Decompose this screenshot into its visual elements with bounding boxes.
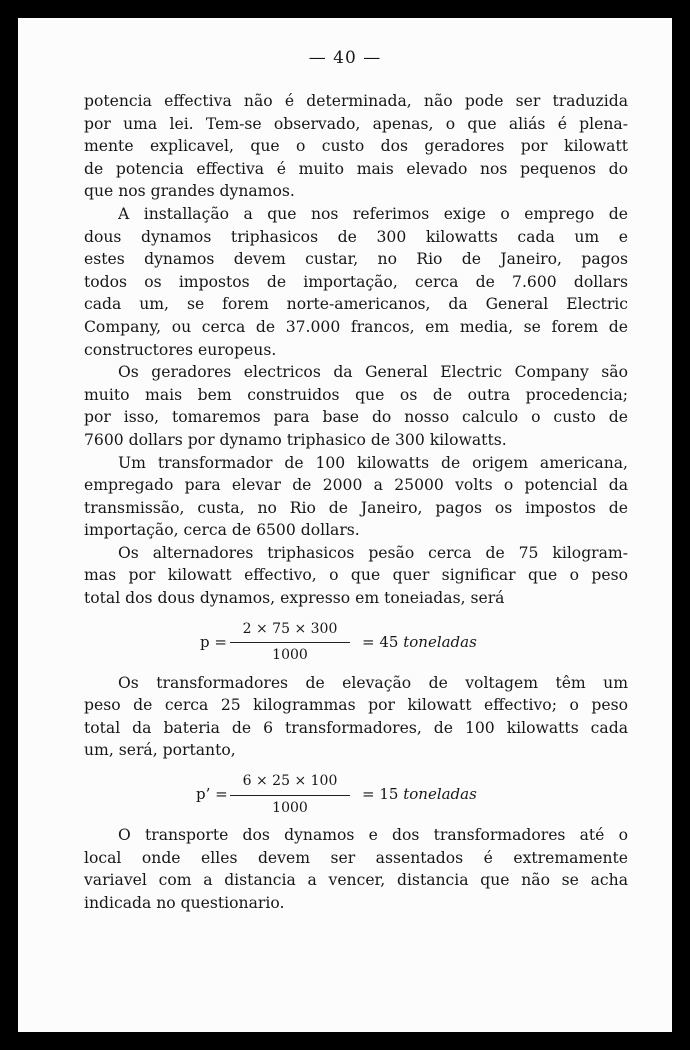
page-number: — 40 — xyxy=(308,48,382,68)
formula-fraction xyxy=(230,618,350,667)
document-page xyxy=(18,18,672,1032)
text-line: O transporte dos dynamos e dos transformadores até o xyxy=(118,826,628,845)
text-line: variavel com a distancia a vencer, distancia que não se acha xyxy=(84,871,628,890)
text-line: 7600 dollars por dynamo triphasico de 300 kilowatts. xyxy=(84,430,507,449)
text-line: mente explicavel, que o custo dos geradores por kilowatt xyxy=(84,137,628,156)
formula-denominator: 1000 xyxy=(272,647,308,664)
text-line: por uma lei. Tem-se observado, apenas, o que aliás é plena- xyxy=(84,114,628,133)
text-line: local onde elles devem ser assentados é extremamente xyxy=(84,848,628,867)
text-line: total da bateria de 6 transformadores, de 100 kilowatts cada xyxy=(84,718,628,737)
text-line: Os alternadores triphasicos pesão cerca de 75 kilogram- xyxy=(118,543,628,562)
text-line: dous dynamos triphasicos de 300 kilowatts cada um e xyxy=(84,227,628,246)
text-line: Company, ou cerca de 37.000 francos, em media, se forem de xyxy=(84,317,628,336)
paragraph-5 xyxy=(84,542,628,610)
text-line: que nos grandes dynamos. xyxy=(84,182,295,201)
paragraph-2 xyxy=(84,203,628,361)
formula-numerator: 6 × 25 × 100 xyxy=(242,773,338,790)
formula-lhs: p = xyxy=(200,632,227,651)
text-line: todos os impostos de importação, cerca de 7.600 dollars xyxy=(84,272,628,291)
paragraph-6 xyxy=(84,672,628,762)
formula-result-value: = 45 xyxy=(362,632,399,651)
paragraph-1 xyxy=(84,90,628,203)
formula-numerator: 2 × 75 × 300 xyxy=(242,620,338,637)
formula-result-value: = 15 xyxy=(362,785,399,804)
paragraph-3 xyxy=(84,361,628,451)
page-body xyxy=(84,90,628,914)
text-line: potencia effectiva não é determinada, não pode ser traduzida xyxy=(84,92,628,110)
text-line: total dos dous dynamos, expresso em toneiadas, será xyxy=(84,589,505,608)
text-line: muito mais bem construidos que os de outra procedencia; xyxy=(84,385,628,404)
text-line: Os transformadores de elevação de voltagem têm um xyxy=(118,673,628,692)
text-line: Um transformador de 100 kilowatts de origem americana, xyxy=(118,453,628,472)
text-line: transmissão, custa, no Rio de Janeiro, pagos os impostos de xyxy=(84,498,628,517)
paragraph-4 xyxy=(84,452,628,542)
text-line: constructores europeus. xyxy=(84,340,277,359)
formula-weight-dynamos xyxy=(84,610,628,672)
text-line: um, será, portanto, xyxy=(84,741,236,760)
text-line: importação, cerca de 6500 dollars. xyxy=(84,521,360,540)
text-line: Os geradores electricos da General Electric Company são xyxy=(118,363,628,382)
text-line: A installação a que nos referimos exige o emprego de xyxy=(118,204,628,223)
formula-denominator: 1000 xyxy=(272,799,308,816)
text-line: por isso, tomaremos para base do nosso calculo o custo de xyxy=(84,408,628,427)
paragraph-7 xyxy=(84,824,628,914)
text-line: mas por kilowatt effectivo, o que quer significar que o peso xyxy=(84,566,628,585)
formula-fraction xyxy=(230,770,350,819)
formula-result xyxy=(362,631,477,654)
text-line: de potencia effectiva é muito mais elevado nos pequenos do xyxy=(84,159,628,178)
formula-unit: toneladas xyxy=(403,632,477,651)
text-line: indicada no questionario. xyxy=(84,893,285,912)
text-line: estes dynamos devem custar, no Rio de Janeiro, pagos xyxy=(84,250,628,269)
formula-result xyxy=(362,783,477,806)
text-line: cada um, se forem norte-americanos, da General Electric xyxy=(84,295,628,314)
formula-unit: toneladas xyxy=(403,785,477,804)
text-line: peso de cerca 25 kilogrammas por kilowatt effectivo; o peso xyxy=(84,696,628,715)
formula-lhs: p’ = xyxy=(196,785,228,804)
formula-weight-transformers xyxy=(84,762,628,824)
text-line: empregado para elevar de 2000 a 25000 volts o potencial da xyxy=(84,476,628,495)
